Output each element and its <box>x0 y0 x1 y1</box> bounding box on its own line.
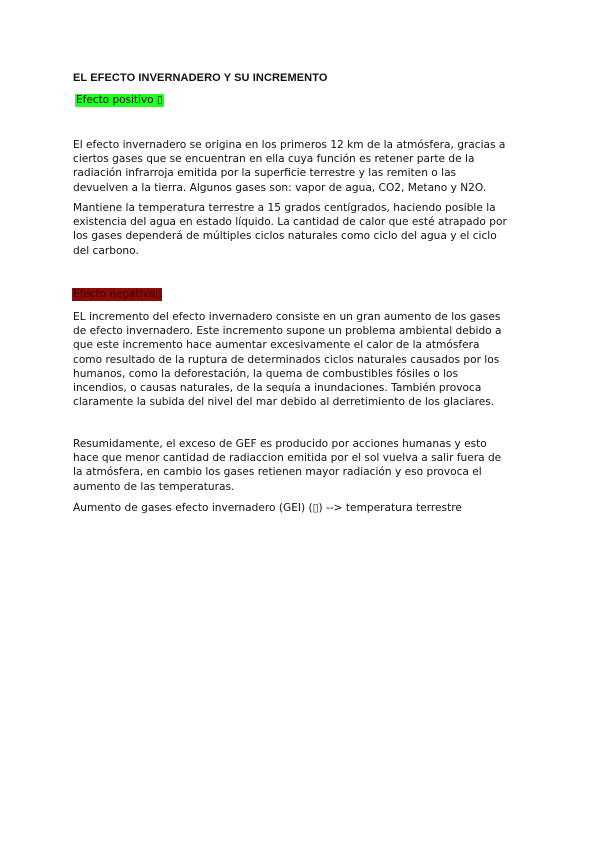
paragraph-origin <box>73 138 543 195</box>
paragraph-increase <box>73 310 543 409</box>
text-line: hace que menor cantidad de radiaccion emitida por el sol vuelva a salir fuera de <box>73 452 502 465</box>
text-line: devuelven a la tierra. Algunos gases son: vapor de agua, CO2, Metano y N2O. <box>73 181 487 194</box>
text-line: del carbono. <box>73 244 139 257</box>
text-line: radiación infrarroja emitida por la superficie terrestre y las remiten o las <box>73 167 457 180</box>
text-line: El efecto invernadero se origina en los primeros 12 km de la atmósfera, gracias a <box>73 139 506 151</box>
text-line: como resultado de la ruptura de determinados ciclos naturales causados por los <box>73 353 500 366</box>
paragraph-temperature <box>73 201 543 258</box>
text-line: Mantiene la temperatura terrestre a 15 grados centígrados, haciendo posible la <box>73 202 496 214</box>
text-line: incendios, o causas naturales, de la sequía a inundaciones. También provoca <box>73 382 482 395</box>
text-line: Aumento de gases efecto invernadero (GEI) (▯) --> temperatura terrestre <box>73 502 462 514</box>
document-title: EL EFECTO INVERNADERO Y SU INCREMENTO <box>73 72 328 84</box>
text-line: los gases dependerá de múltiples ciclos naturales como ciclo del agua y el ciclo <box>73 230 497 243</box>
text-line: humanos, como la deforestación, la quema de combustibles fósiles o los <box>73 367 459 380</box>
text-line: existencia del agua en estado líquido. La cantidad de calor que esté atrapado por <box>73 216 507 229</box>
positive-effect-heading: Efecto positivo ▯ <box>76 94 163 106</box>
text-line: de efecto invernadero. Este incremento supone un problema ambiental debido a <box>73 325 502 338</box>
text-line: que este incremento hace aumentar excesivamente el calor de la atmósfera <box>73 339 480 352</box>
paragraph-conclusion <box>73 501 543 515</box>
text-line: aumento de las temperaturas. <box>73 480 235 493</box>
text-line: Resumidamente, el exceso de GEF es producido por acciones humanas y esto <box>73 438 487 450</box>
text-line: la atmósfera, en cambio los gases retienen mayor radiación y eso provoca el <box>73 466 482 479</box>
text-line: EL incremento del efecto invernadero consiste en un gran aumento de los gases <box>73 311 501 323</box>
text-line: ciertos gases que se encuentran en ella cuya función es retener parte de la <box>73 153 475 166</box>
negative-effect-heading: Efecto negativo▯ <box>73 288 162 300</box>
text-line: claramente la subida del nivel del mar debido al derretimiento de los glaciares. <box>73 396 495 409</box>
paragraph-summary <box>73 437 543 494</box>
